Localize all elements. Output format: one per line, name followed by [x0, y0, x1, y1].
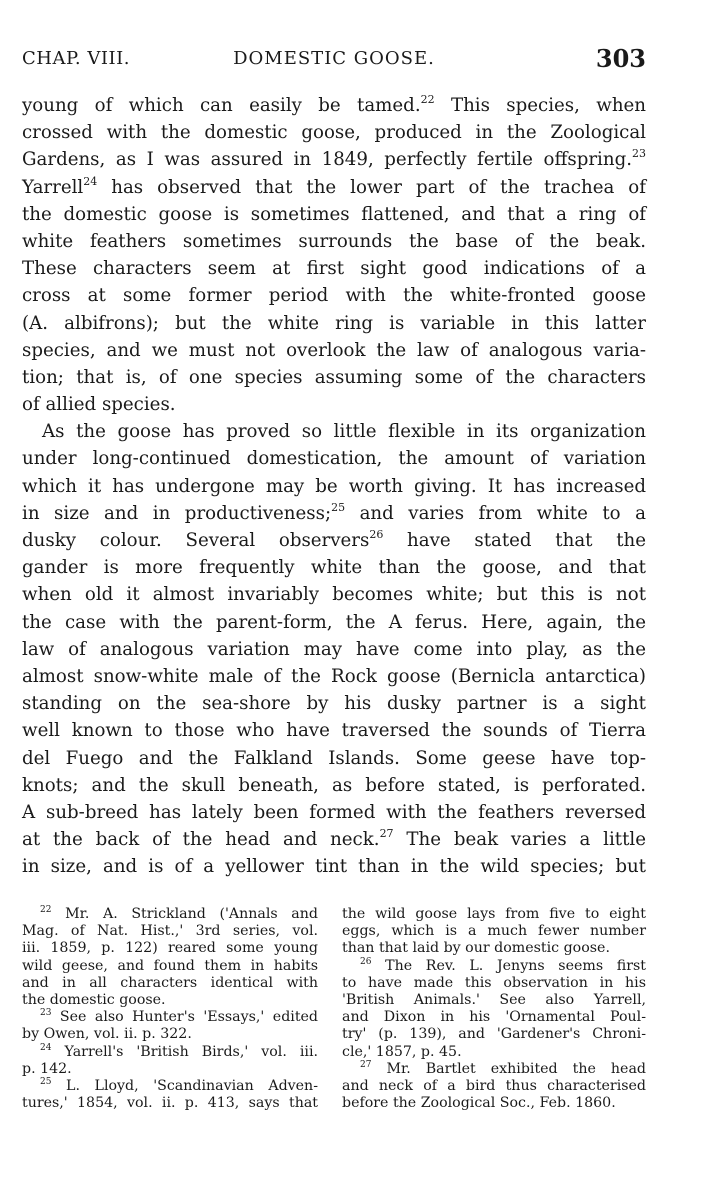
text-line — [22, 146, 646, 173]
text-line — [22, 609, 646, 636]
text-line — [22, 174, 646, 201]
line-text: eggs, which is a much fewer number — [342, 923, 646, 940]
line-text-continued: have stated that the — [383, 530, 646, 551]
line-text: under long-continued domestication, the amount of variation — [22, 448, 646, 470]
footnote-reference: 22 — [420, 93, 435, 106]
text-line — [22, 690, 646, 717]
line-text: in size and in productiveness; — [22, 502, 332, 524]
line-text: wild geese, and found them in habits — [22, 957, 318, 974]
footnote-line — [342, 1078, 646, 1095]
text-line — [22, 527, 646, 554]
text-line — [22, 745, 646, 772]
text-line — [22, 92, 646, 119]
footnote-reference: 26 — [369, 528, 384, 541]
line-text: crossed with the domestic goose, produced in the Zoological — [22, 122, 646, 144]
footnote-line — [342, 940, 646, 957]
line-text: knots; and the skull beneath, as before stated, is perforated. — [22, 774, 646, 796]
line-text: tures,' 1854, vol. ii. p. 413, says that — [22, 1095, 318, 1112]
footnote-line — [22, 1078, 318, 1095]
footnote-line — [22, 1026, 318, 1043]
footnote-line — [342, 1061, 646, 1078]
line-text-continued: This species, when — [434, 95, 647, 116]
line-text: at the back of the head and neck. — [22, 829, 380, 851]
footnote-line — [342, 1095, 646, 1112]
line-text: young of which can easily be tamed. — [22, 95, 421, 116]
footnote-line — [22, 923, 318, 940]
footnote-reference: 24 — [83, 174, 98, 188]
line-text: and neck of a bird thus characterised — [342, 1077, 646, 1094]
footnote-text: Mr. A. Strickland ('Annals and — [51, 906, 318, 922]
line-text: well known to those who have traversed the sounds of Tierra — [22, 720, 646, 742]
text-line — [22, 500, 646, 527]
line-text: cross at some former period with the white-fronted goose — [22, 285, 646, 307]
main-text — [22, 92, 646, 880]
chapter-label: CHAP. VIII. — [22, 48, 130, 69]
line-text: when old it almost invariably becomes white; but this is not — [22, 584, 646, 606]
text-line — [22, 581, 646, 608]
line-text: which it has undergone may be worth giving. It has increased — [22, 475, 646, 497]
footnote-marker: 27 — [360, 1059, 372, 1070]
line-text: species, and we must not overlook the law of analogous varia- — [22, 339, 646, 361]
footnote-reference: 23 — [632, 147, 646, 161]
text-line — [22, 554, 646, 581]
text-line — [22, 337, 646, 364]
text-line — [22, 636, 646, 663]
line-text: Gardens, as I was assured in 1849, perfectly fertile offspring. — [22, 149, 632, 171]
text-line — [22, 282, 646, 309]
footnote-text: Yarrell's 'British Birds,' vol. iii. — [51, 1043, 318, 1060]
footnote-line — [22, 1095, 318, 1112]
line-text: law of analogous variation may have come into play, as the — [22, 638, 646, 660]
text-line — [22, 663, 646, 690]
line-text-continued: and varies from white to a — [345, 502, 646, 524]
line-text: A sub-breed has lately been formed with the feathers reversed — [22, 801, 646, 823]
line-text: the domestic goose is sometimes flattened, and that a ring of — [22, 203, 646, 225]
footnote-text: L. Lloyd, 'Scandinavian Adven- — [51, 1077, 318, 1094]
footnote-line — [342, 992, 646, 1009]
footnote-line — [342, 906, 646, 923]
footnote-line — [22, 940, 318, 957]
text-line — [22, 717, 646, 744]
text-line — [22, 445, 646, 472]
footnotes-right-column — [342, 906, 646, 1112]
text-line — [22, 310, 646, 337]
line-text-continued: The beak varies a little — [393, 829, 647, 851]
line-text: These characters seem at first sight good indications of a — [22, 258, 646, 280]
footnote-marker: 22 — [40, 905, 52, 915]
footnote-line — [342, 958, 646, 975]
line-text-continued: has observed that the lower part of the trachea of — [97, 176, 646, 198]
line-text: try' (p. 139), and 'Gardener's Chroni- — [342, 1026, 646, 1043]
footnote-reference: 27 — [379, 827, 394, 841]
line-text: in size, and is of a yellower tint than in the wild species; but — [22, 856, 646, 878]
line-text: del Fuego and the Falkland Islands. Some geese have top- — [22, 747, 646, 769]
line-text: the wild goose lays from five to eight — [342, 906, 646, 922]
line-text: white feathers sometimes surrounds the base of the beak. — [22, 230, 646, 252]
text-line — [22, 853, 646, 880]
footnote-line — [22, 906, 318, 923]
page-title: DOMESTIC GOOSE. — [233, 48, 435, 69]
footnote-line — [342, 1044, 646, 1061]
page-number: 303 — [595, 44, 646, 73]
line-text: almost snow-white male of the Rock goose (Bernicla antarctica) — [22, 665, 646, 687]
footnote-line — [342, 975, 646, 992]
line-text: than that laid by our domestic goose. — [342, 940, 610, 957]
line-text: and in all characters identical with — [22, 974, 318, 991]
text-line — [22, 228, 646, 255]
line-text: 'British Animals.' See also Yarrell, — [342, 991, 646, 1008]
line-text: cle,' 1857, p. 45. — [342, 1043, 462, 1060]
footnote-line — [22, 1061, 318, 1078]
line-text: before the Zoological Soc., Feb. 1860. — [342, 1095, 616, 1112]
line-text: dusky colour. Several observers — [22, 530, 370, 551]
footnote-marker: 26 — [360, 956, 372, 967]
line-text: tion; that is, of one species assuming some of the characters — [22, 366, 646, 388]
line-text: and Dixon in his 'Ornamental Poul- — [342, 1009, 646, 1026]
line-text: Mag. of Nat. Hist.,' 3rd series, vol. — [22, 923, 318, 940]
footnote-line — [342, 1026, 646, 1043]
footnote-text: See also Hunter's 'Essays,' edited — [51, 1009, 318, 1026]
line-text: the case with the parent-form, the A ferus. Here, again, the — [22, 611, 646, 633]
text-line — [22, 119, 646, 146]
line-text: As the goose has proved so little flexible in its organization — [42, 421, 646, 443]
line-text: by Owen, vol. ii. p. 322. — [22, 1026, 192, 1043]
footnote-line — [22, 958, 318, 975]
text-line — [22, 255, 646, 282]
footnote-marker: 25 — [40, 1076, 52, 1087]
line-text: iii. 1859, p. 122) reared some young — [22, 940, 318, 957]
text-line — [22, 473, 646, 500]
footnote-reference: 25 — [331, 500, 346, 514]
footnotes-left-column — [22, 906, 318, 1112]
line-text: p. 142. — [22, 1060, 72, 1077]
line-text: the domestic goose. — [22, 991, 166, 1008]
text-line — [22, 799, 646, 826]
running-header — [22, 44, 646, 74]
text-line — [22, 201, 646, 228]
footnote-line — [342, 923, 646, 940]
text-line — [22, 391, 646, 418]
line-text: standing on the sea-shore by his dusky partner is a sight — [22, 693, 646, 715]
text-line — [22, 418, 646, 445]
footnote-line — [22, 1009, 318, 1026]
text-line — [22, 772, 646, 799]
line-text: to have made this observation in his — [342, 974, 646, 991]
line-text: Yarrell — [22, 176, 84, 198]
footnote-line — [22, 975, 318, 992]
footnote-line — [22, 992, 318, 1009]
footnote-marker: 23 — [40, 1008, 52, 1019]
footnote-marker: 24 — [40, 1042, 52, 1053]
footnote-text: Mr. Bartlet exhibited the head — [371, 1060, 646, 1077]
line-text: gander is more frequently white than the goose, and that — [22, 557, 646, 579]
footnote-line — [22, 1044, 318, 1061]
text-line — [22, 364, 646, 391]
line-text: of allied species. — [22, 394, 176, 416]
text-line — [22, 826, 646, 853]
footnote-text: The Rev. L. Jenyns seems first — [371, 957, 646, 974]
line-text: (A. albifrons); but the white ring is variable in this latter — [22, 312, 646, 334]
footnote-line — [342, 1009, 646, 1026]
